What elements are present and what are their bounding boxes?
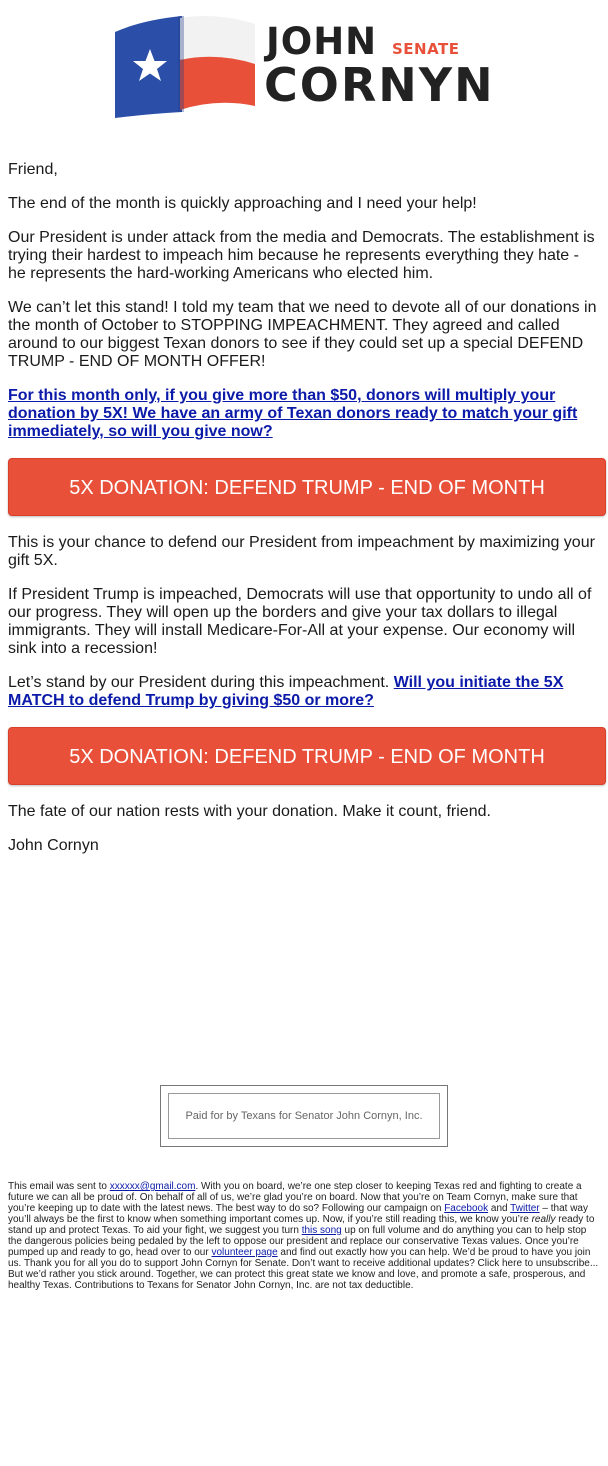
greeting: Friend, (8, 161, 58, 178)
signature: John Cornyn (8, 837, 99, 854)
paragraph-2: Our President is under attack from the media and Democrats. The establishment is trying their hardest to impeach him because he represents everything they hate - he represents the hard-working Americans who elected him. (8, 229, 595, 282)
paragraph-7-text: Let’s stand by our President during this impeachment. (8, 674, 394, 691)
footer-text: . With you on board, we’re one step closer to keeping Texas red and fighting to create a future we can all be proud of. On behalf of all of us, we’re glad you’re on board. Now that you’re on Team Cornyn, make sure that you’re keeping up to date with the latest news. The best way to do so? Following our campaign on (8, 1181, 582, 1214)
logo-senate-tag: SENATE (392, 40, 460, 58)
footer-text: up on full volume and do anything you can to help stop the dangerous policies being pedaled by the left to oppose our president and replace our conservative Texas values. Once you’re pumped up and ready to go, head over to our (8, 1225, 587, 1258)
paragraph-8: The fate of our nation rests with your donation. Make it count, friend. (8, 803, 491, 820)
logo-last-name: CORNYN (264, 58, 495, 112)
paid-for-text: Paid for by Texans for Senator John Cornyn, Inc. (168, 1093, 440, 1139)
campaign-logo (0, 0, 608, 136)
logo-first-name: JOHN (266, 20, 378, 63)
footer-disclaimer (8, 1181, 600, 1291)
footer-text: – that way you’ll always be the first to know when something important comes up. Now, if you’re still reading this, we know you’re (8, 1203, 588, 1225)
paid-for-box (160, 1085, 448, 1147)
paragraph-7 (8, 674, 600, 710)
footer-text: and (488, 1203, 511, 1214)
facebook-link[interactable]: Facebook (444, 1203, 489, 1214)
donate-link-2[interactable]: Will you initiate the 5X MATCH to defend Trump by giving $50 or more? (8, 674, 564, 709)
donate-link-1[interactable]: For this month only, if you give more than $50, donors will multiply your donation by 5X! We have an army of Texan donors ready to match your gift immediately, so will you give now? (8, 387, 578, 440)
footer-text: ready to stand up and protect Texas. To aid your fight, we suggest you turn (8, 1214, 595, 1236)
volunteer-link[interactable]: volunteer page (211, 1247, 278, 1258)
song-link[interactable]: this song (301, 1225, 342, 1236)
donate-button-1[interactable]: 5X DONATION: DEFEND TRUMP - END OF MONTH (8, 458, 606, 516)
donate-button-2[interactable]: 5X DONATION: DEFEND TRUMP - END OF MONTH (8, 727, 606, 785)
texas-flag-icon (112, 14, 258, 122)
twitter-link[interactable]: Twitter (510, 1203, 540, 1214)
footer-text: and find out exactly how you can help. We’d be proud to have you join us. Thank you for all you do to support John Cornyn for Senate. Don’t want to receive additional updates? Click here to unsubscribe... But we’d rather you stick around. Together, we can protect this great state we know and love, and promote a safe, prosperous, and healthy Texas. Contributions to Texans for Senator John Cornyn, Inc. are not tax deductible. (8, 1247, 599, 1291)
paragraph-6: If President Trump is impeached, Democrats will use that opportunity to undo all of our progress. They will open up the borders and give your tax dollars to illegal immigrants. They will install Medicare-For-All at your expense. Our economy will sink into a recession! (8, 586, 592, 657)
recipient-email-link[interactable]: xxxxxx@gmail.com (109, 1181, 196, 1192)
paragraph-4 (8, 387, 600, 441)
footer-emphasis: really (531, 1214, 556, 1225)
paragraph-3: We can’t let this stand! I told my team that we need to devote all of our donations in the month of October to STOPPING IMPEACHMENT. They agreed and called around to our biggest Texan donors to see if they could set up a special DEFEND TRUMP - END OF MONTH OFFER! (8, 299, 597, 370)
paragraph-5: This is your chance to defend our President from impeachment by maximizing your gift 5X. (8, 534, 595, 569)
footer-text: This email was sent to (8, 1181, 110, 1192)
paragraph-1: The end of the month is quickly approaching and I need your help! (8, 195, 477, 212)
